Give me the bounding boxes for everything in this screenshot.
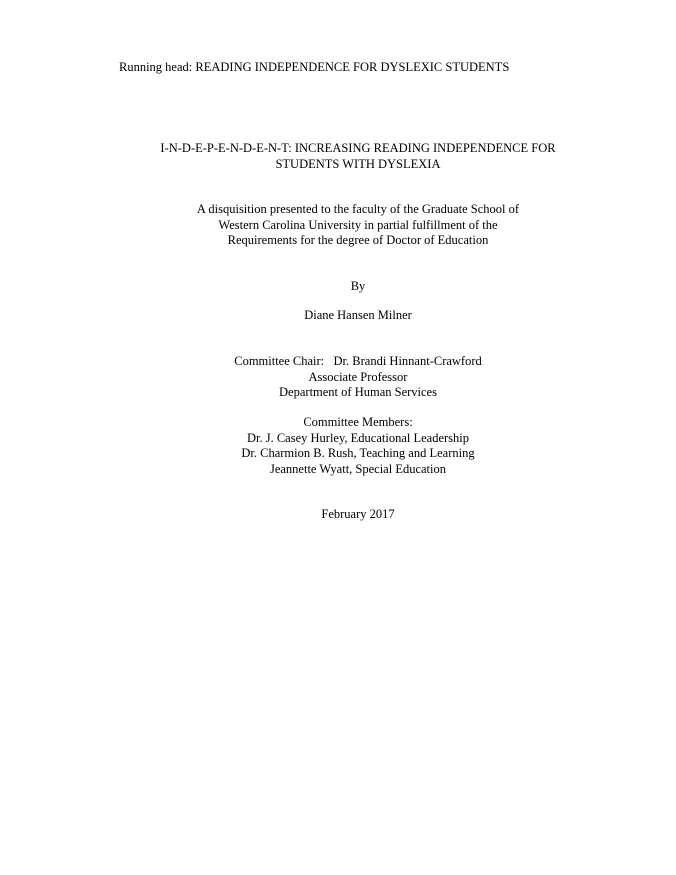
members-line: Committee Members: <box>303 415 413 429</box>
submission-statement <box>20 202 676 249</box>
committee-chair <box>20 354 676 401</box>
chair-line: Committee Chair: Dr. Brandi Hinnant-Crawford <box>234 354 482 368</box>
statement-line: A disquisition presented to the faculty of the Graduate School of <box>196 202 520 216</box>
dissertation-title <box>20 141 676 172</box>
members-line: Jeannette Wyatt, Special Education <box>269 461 447 476</box>
submission-date: February 2017 <box>321 507 395 521</box>
members-line: Dr. Charmion B. Rush, Teaching and Learning <box>241 446 475 460</box>
statement-line: Requirements for the degree of Doctor of Education <box>227 233 489 247</box>
running-head: Running head: READING INDEPENDENCE FOR DYSLEXIC STUDENTS <box>119 60 510 74</box>
statement-line: Western Carolina University in partial fulfillment of the <box>218 217 498 232</box>
title-line: STUDENTS WITH DYSLEXIA <box>275 156 441 171</box>
title-line: I-N-D-E-P-E-N-D-E-N-T: INCREASING READING INDEPENDENCE FOR <box>160 141 556 155</box>
chair-line: Associate Professor <box>308 369 408 384</box>
members-line: Dr. J. Casey Hurley, Educational Leadership <box>246 430 470 445</box>
author-name: Diane Hansen Milner <box>304 308 412 322</box>
chair-line: Department of Human Services <box>279 385 437 399</box>
committee-members <box>20 415 676 477</box>
by-label: By <box>350 279 366 293</box>
